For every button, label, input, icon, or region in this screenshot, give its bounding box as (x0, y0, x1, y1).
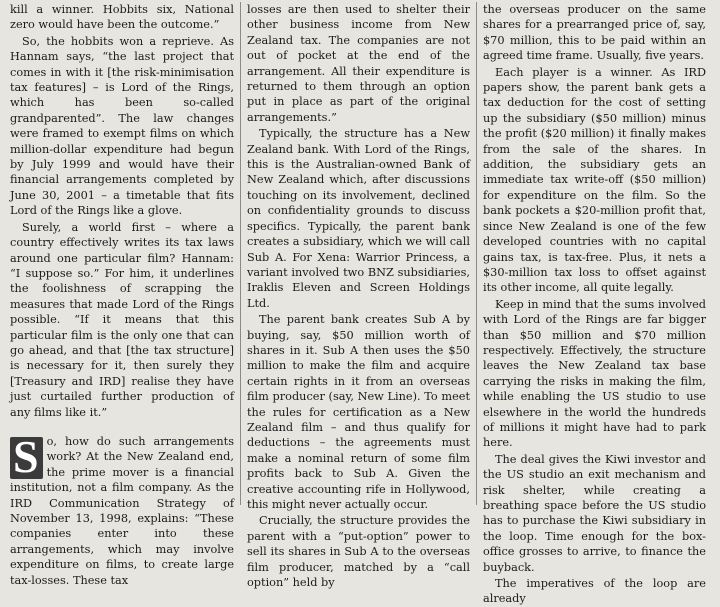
paragraph: Crucially, the structure provides the parent with a “put-option” power to sell its shares in Sub A to the overseas film producer, matched by a “call option” held by (247, 514, 470, 590)
paragraph-text: o, how do such arrangements work? At the New Zealand end, the prime mover is a financial institution, not a film company. As the IRD Communication Strategy of November 13, 1998, explains: “These companies enter into these arrangements, which may involve expenditure on films, to create large tax-losses. These tax (10, 434, 234, 587)
paragraph: Typically, the structure has a New Zealand bank. With Lord of the Rings, this is the Australian-owned Bank of New Zealand which, after discussions touching on its involvement, declined on confidentiality grounds to discuss specifics. Typically, the parent bank creates a subsidiary, which we will call Sub A. For Xena: Warrior Princess, a variant involved two BNZ subsidiaries, Iraklis Eleven and Screen Holdings Ltd. (247, 127, 470, 310)
paragraph: The imperatives of the loop are already (483, 577, 706, 606)
paragraph: The deal gives the Kiwi investor and the US studio an exit mechanism and risk shelter, while creating a breathing space before the US studio has to purchase the Kiwi subsidiary in the loop. Time enough for the box-office grosses to arrive, to finance the buyback. (483, 452, 706, 574)
paragraph: The parent bank creates Sub A by buying, say, $50 million worth of shares in it. Sub A then uses the $50 million to make the film and acquire certain rights in it from an overseas film producer (say, New Line). To meet the rules for certification as a New Zealand film – and thus qualify for deductions – the agreements must make a nominal return of some film profits back to Sub A. Given the creative accounting rife in Hollywood, this might never actually occur. (247, 313, 470, 511)
paragraph: Keep in mind that the sums involved with Lord of the Rings are far bigger than $50 million and $70 million respectively. Effectively, the structure leaves the New Zealand tax base carrying the risks in making the film, while enabling the US studio to use elsewhere in the world the hundreds of millions it might have had to park here. (483, 297, 706, 450)
paragraph: Surely, a world first – where a country effectively writes its tax laws around one particular film? Hannam: “I suppose so.” For him, it underlines the foolishness of scrapping the measures that made Lord of the Rings possible. “If it means that this particular film is the only one that can go ahead, and that [the tax structure] is necessary for it, then surely they [Treasury and IRD] realise they have just curtailed further production of any films like it.” (10, 220, 234, 419)
paragraph: Each player is a winner. As IRD papers show, the parent bank gets a tax deduction for the cost of setting up the subsidiary ($50 million) minus the profit ($20 million) it finally makes from the sale of the shares. In addition, the subsidiary gets an immediate tax write-off ($50 million) for expenditure on the film. So the bank pockets a $20-million profit that, since New Zealand is one of the few developed countries with no capital gains tax, is tax-free. Plus, it nets a $30-million tax loss to offset against its other income, all quite legally. (483, 65, 706, 295)
section-break (10, 420, 234, 434)
drop-cap-letter: S (10, 437, 43, 479)
dropcap-paragraph (10, 430, 234, 588)
article-column-3 (476, 2, 712, 606)
paragraph: kill a winner. Hobbits six, National zero would have been the outcome.” (10, 3, 234, 32)
paragraph: the overseas producer on the same shares for a prearranged price of, say, $70 million, this to be paid within an agreed time frame. Usually, five years. (483, 3, 706, 63)
paragraph: So, the hobbits won a reprieve. As Hannam says, “the last project that comes in with it [the risk-minimisation tax features] – is Lord of the Rings, which has been so-called grandparented”. The law changes were framed to exempt films on which million-dollar expenditure had begun by July 1999 and would have their financial arrangements completed by June 30, 2001 – a timetable that fits Lord of the Rings like a glove. (10, 34, 234, 218)
article-column-1 (4, 2, 240, 587)
article-column-2 (240, 2, 476, 590)
paragraph: losses are then used to shelter their other business income from New Zealand tax. The companies are not out of pocket at the end of the arrangement. All their expenditure is returned to them through an option put in place as part of the original arrangements.” (247, 3, 470, 124)
